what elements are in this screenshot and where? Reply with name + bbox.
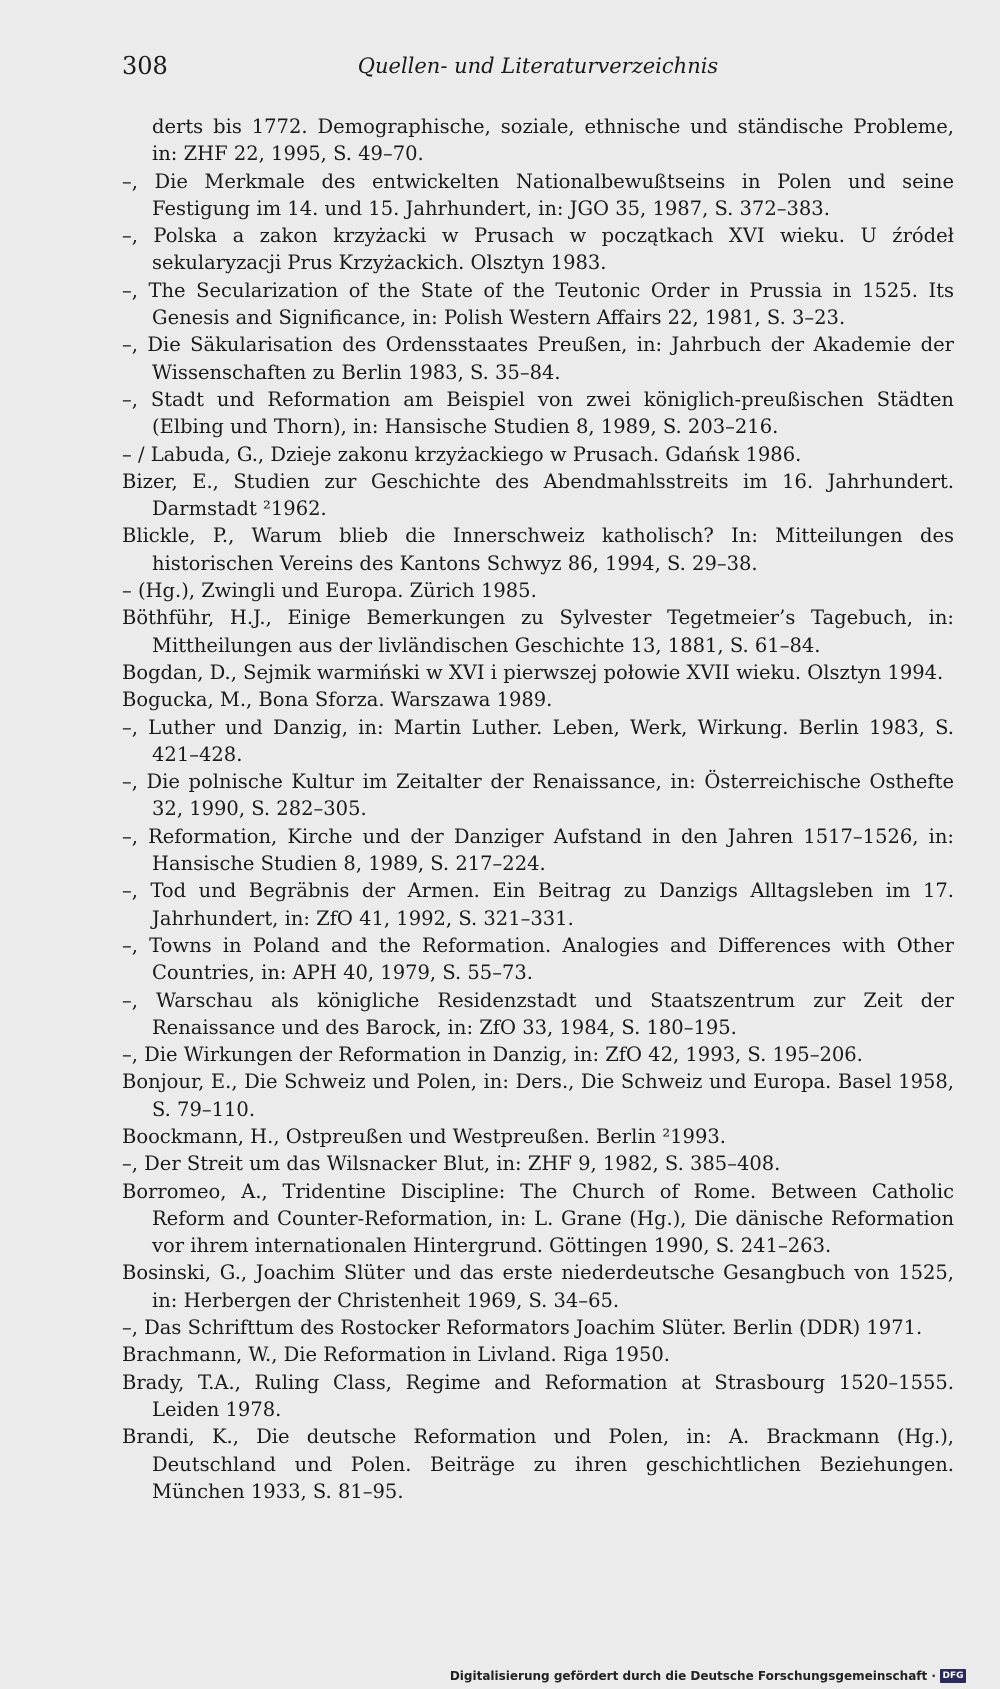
- bibliography-list: [122, 113, 954, 1505]
- page-number: 308: [122, 52, 168, 80]
- bibliography-entry: – / Labuda, G., Dzieje zakonu krzyżackiego w Prusach. Gdańsk 1986.: [122, 442, 802, 466]
- bibliography-entry: –, The Secularization of the State of the Teutonic Order in Prussia in 1525. Its Genesis and Significance, in: Polish Western Affairs 22, 1981, S. 3–23.: [122, 278, 954, 330]
- running-title: Quellen- und Literaturverzeichnis: [357, 54, 719, 78]
- bibliography-entry: Blickle, P., Warum blieb die Innerschweiz katholisch? In: Mitteilungen des historischen Vereins des Kantons Schwyz 86, 1994, S. 29–38.: [122, 524, 954, 575]
- bibliography-entry: – (Hg.), Zwingli und Europa. Zürich 1985.: [122, 579, 537, 603]
- bibliography-entry: Brady, T.A., Ruling Class, Regime and Reformation at Strasbourg 1520–1555. Leiden 1978.: [122, 1370, 954, 1421]
- bibliography-entry: Boockmann, H., Ostpreußen und Westpreußen. Berlin ²1993.: [122, 1124, 726, 1148]
- bibliography-entry: –, Die Säkularisation des Ordensstaates Preußen, in: Jahrbuch der Akademie der Wissenschaften zu Berlin 1983, S. 35–84.: [122, 333, 954, 384]
- bibliography-entry: Brachmann, W., Die Reformation in Livland. Riga 1950.: [122, 1343, 670, 1367]
- bibliography-entry: Bosinski, G., Joachim Slüter und das erste niederdeutsche Gesangbuch von 1525, in: Herbergen der Christenheit 1969, S. 34–65.: [122, 1261, 954, 1312]
- bibliography-entry: –, Das Schrifttum des Rostocker Reformators Joachim Slüter. Berlin (DDR) 1971.: [122, 1316, 923, 1340]
- bibliography-entry: Borromeo, A., Tridentine Discipline: The Church of Rome. Between Catholic Reform and Counter-Reformation, in: L. Grane (Hg.), Die dänische Reformation vor ihrem internationalen Hintergrund. Göttingen 1990, S. 241–263.: [122, 1179, 954, 1258]
- bibliography-entry: –, Towns in Poland and the Reformation. Analogies and Differences with Other Countries, in: APH 40, 1979, S. 55–73.: [122, 933, 954, 985]
- bibliography-entry: –, Die Wirkungen der Reformation in Danzig, in: ZfO 42, 1993, S. 195–206.: [122, 1043, 863, 1067]
- bibliography-entry: –, Reformation, Kirche und der Danziger Aufstand in den Jahren 1517–1526, in: Hansische Studien 8, 1989, S. 217–224.: [122, 824, 954, 876]
- bibliography-entry: –, Tod und Begräbnis der Armen. Ein Beitrag zu Danzigs Alltagsleben im 17. Jahrhundert, in: ZfO 41, 1992, S. 321–331.: [122, 879, 954, 930]
- bibliography-entry: –, Die Merkmale des entwickelten Nationalbewußtseins in Polen und seine Festigung im 14. und 15. Jahrhundert, in: JGO 35, 1987, S. 372–383.: [122, 169, 954, 220]
- bibliography-entry: Bonjour, E., Die Schweiz und Polen, in: Ders., Die Schweiz und Europa. Basel 1958, S. 79–110.: [122, 1070, 954, 1121]
- bibliography-entry: Brandi, K., Die deutsche Reformation und Polen, in: A. Brackmann (Hg.), Deutschland und Polen. Beiträge zu ihren geschichtlichen Beziehungen. München 1933, S. 81–95.: [122, 1425, 954, 1503]
- bibliography-entry: Böthführ, H.J., Einige Bemerkungen zu Sylvester Tegetmeier’s Tagebuch, in: Mittheilungen aus der livländischen Geschichte 13, 1881, S. 61–84.: [122, 606, 954, 657]
- bibliography-entry: Bogucka, M., Bona Sforza. Warszawa 1989.: [122, 688, 553, 712]
- bibliography-entry: derts bis 1772. Demographische, soziale, ethnische und ständische Probleme, in: ZHF 22, 1995, S. 49–70.: [152, 115, 954, 166]
- bibliography-entry: –, Die polnische Kultur im Zeitalter der Renaissance, in: Österreichische Osthefte 32, 1990, S. 282–305.: [122, 770, 954, 821]
- credit-text: Digitalisierung gefördert durch die Deutsche Forschungsgemeinschaft ·: [449, 1669, 936, 1683]
- bibliography-entry: –, Der Streit um das Wilsnacker Blut, in: ZHF 9, 1982, S. 385–408.: [122, 1152, 781, 1176]
- digitization-credit: [450, 1669, 966, 1683]
- bibliography-entry: –, Warschau als königliche Residenzstadt und Staatszentrum zur Zeit der Renaissance und des Barock, in: ZfO 33, 1984, S. 180–195.: [122, 988, 954, 1039]
- bibliography-entry: Bizer, E., Studien zur Geschichte des Abendmahlsstreits im 16. Jahrhundert. Darmstadt ²1962.: [122, 469, 954, 521]
- bibliography-entry: –, Polska a zakon krzyżacki w Prusach w początkach XVI wieku. U źródeł sekularyzacji Prus Krzyżackich. Olsztyn 1983.: [122, 224, 954, 275]
- page-header: [118, 48, 958, 88]
- bibliography-entry: –, Luther und Danzig, in: Martin Luther. Leben, Werk, Wirkung. Berlin 1983, S. 421–428.: [122, 715, 954, 766]
- bibliography-entry: –, Stadt und Reformation am Beispiel von zwei königlich-preußischen Städten (Elbing und Thorn), in: Hansische Studien 8, 1989, S. 203–216.: [122, 387, 954, 439]
- dfg-logo: DFG: [940, 1669, 966, 1683]
- bibliography-entry: Bogdan, D., Sejmik warmiński w XVI i pierwszej połowie XVII wieku. Olsztyn 1994.: [122, 660, 944, 684]
